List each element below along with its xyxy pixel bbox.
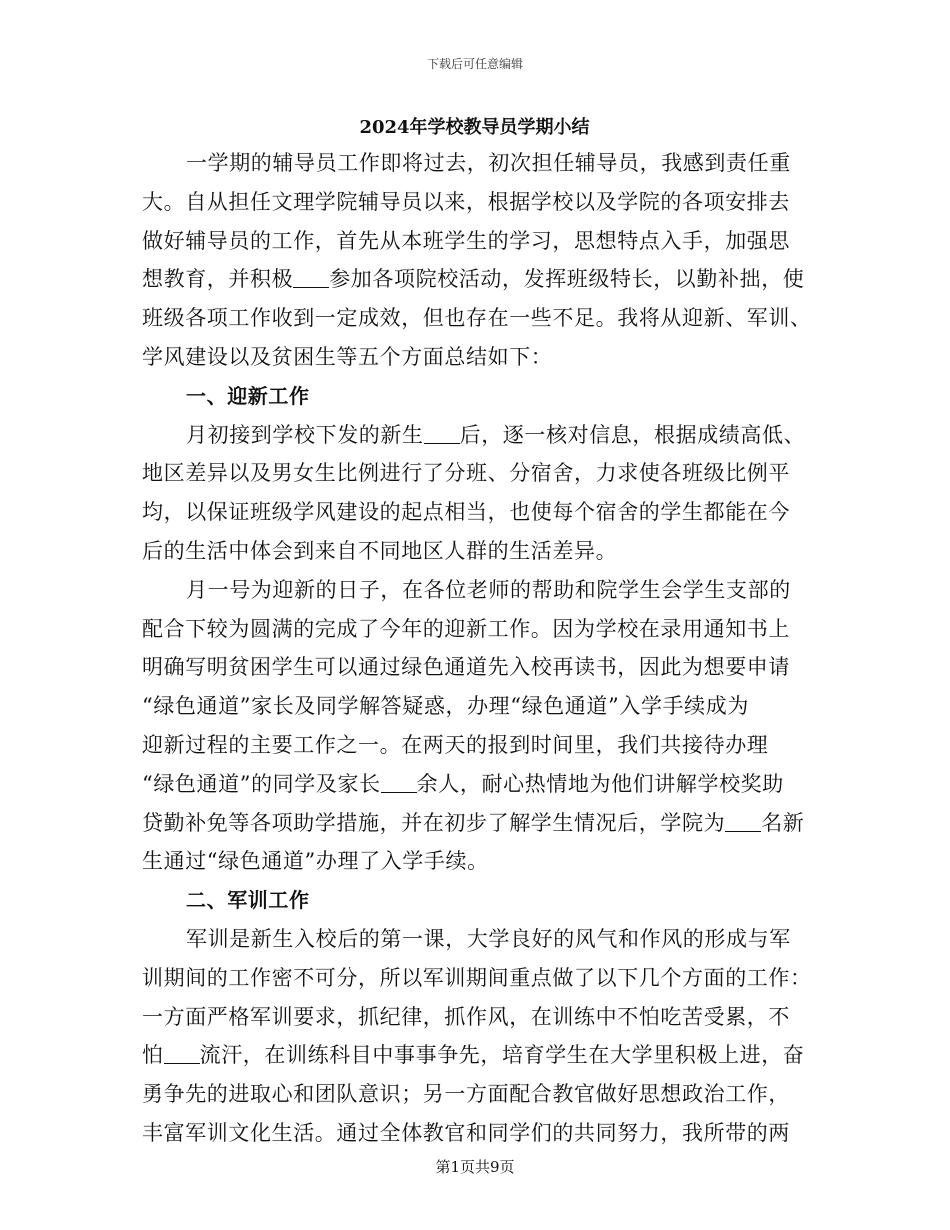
section-heading: [142, 881, 807, 920]
text-line: [142, 493, 807, 532]
text-line: [142, 920, 807, 959]
text-segment: 配合下较为圆满的完成了今年的迎新工作。因为学校在录用通知书上: [142, 616, 790, 641]
text-line: [142, 765, 807, 804]
text-line: [142, 648, 807, 687]
fill-in-blank: [164, 1041, 200, 1064]
text-line: [142, 299, 812, 338]
text-line: [142, 183, 807, 222]
text-segment: 生通过“绿色通道”办理了入学手续。: [142, 849, 489, 874]
text-segment: 余人，耐心热情地为他们讲解学校奖助: [416, 771, 784, 796]
text-segment: 月初接到学校下发的新生: [186, 422, 424, 447]
text-line: [142, 222, 807, 261]
text-segment: 班级各项工作收到一定成效，但也存在一些不足。我将从迎新、军训、: [142, 306, 812, 331]
text-line: [142, 1075, 807, 1114]
text-segment: “绿色通道”的同学及家长: [142, 771, 381, 796]
text-segment: 贷勤补免等各项助学措施，并在初步了解学生情况后，学院为: [142, 810, 726, 835]
text-line: [142, 1114, 807, 1153]
document-body: [142, 112, 812, 1153]
text-segment: 做好辅导员的工作，首先从本班学生的学习，思想特点入手，加强思: [142, 228, 790, 253]
text-line: [142, 842, 807, 881]
text-line: [142, 532, 807, 571]
text-segment: 丰富军训文化生活。通过全体教官和同学们的共同努力，我所带的两: [142, 1120, 790, 1145]
text-line: [142, 687, 807, 726]
text-segment: 学风建设以及贫困生等五个方面总结如下：: [142, 344, 553, 369]
text-line: [142, 1036, 807, 1075]
fill-in-blank: [293, 265, 329, 288]
text-line: [142, 804, 807, 843]
text-line: [142, 959, 812, 998]
text-segment: 想教育，并积极: [142, 267, 294, 292]
section-heading: [142, 377, 807, 416]
text-line: [142, 998, 807, 1037]
text-segment: 一、迎新工作: [186, 383, 310, 408]
text-segment: 一方面严格军训要求，抓纪律，抓作风，在训练中不怕吃苦受累，不: [142, 1004, 790, 1029]
text-line: [142, 571, 807, 610]
fill-in-blank: [381, 770, 417, 793]
text-line: [142, 416, 807, 455]
fill-in-blank: [424, 421, 460, 444]
text-segment: 流汗，在训练科目中事事争先，培育学生在大学里积极上进，奋: [199, 1043, 805, 1068]
document-title: 2024年学校教导员学期小结: [359, 117, 590, 138]
text-segment: 二、军训工作: [186, 888, 310, 913]
text-segment: 参加各项院校活动，发挥班级特长，以勤补拙，使: [329, 267, 805, 292]
fill-in-blank: [725, 809, 761, 832]
text-segment: 迎新过程的主要工作之一。在两天的报到时间里，我们共接待办理: [142, 732, 769, 757]
text-line: [142, 144, 807, 183]
page-footer: 第1页共9页: [435, 1158, 515, 1176]
text-segment: 训期间的工作密不可分，所以军训期间重点做了以下几个方面的工作：: [142, 965, 812, 990]
text-segment: 月一号为迎新的日子，在各位老师的帮助和院学生会学生支部的: [186, 577, 791, 602]
page-header: 下载后可任意编辑: [426, 57, 523, 71]
text-segment: 一学期的辅导员工作即将过去，初次担任辅导员，我感到责任重: [186, 151, 791, 175]
text-line: [142, 338, 807, 377]
text-segment: 后，逐一核对信息，根据成绩高低、: [459, 422, 806, 447]
text-segment: 勇争先的进取心和团队意识；另一方面配合教官做好思想政治工作，: [142, 1082, 790, 1107]
text-segment: 地区差异以及男女生比例进行了分班、分宿舍，力求使各班级比例平: [142, 461, 790, 486]
text-segment: 均，以保证班级学风建设的起点相当，也使每个宿舍的学生都能在今: [142, 500, 790, 525]
text-line: [142, 260, 807, 299]
document-text: [142, 144, 812, 1153]
text-segment: 军训是新生入校后的第一课，大学良好的风气和作风的形成与军: [186, 926, 791, 951]
text-segment: 后的生活中体会到来自不同地区人群的生活差异。: [142, 538, 618, 563]
text-segment: 怕: [142, 1043, 164, 1068]
text-line: [142, 610, 807, 649]
text-segment: 大。自从担任文理学院辅导员以来，根据学校以及学院的各项安排去: [142, 189, 790, 214]
text-segment: “绿色通道”家长及同学解答疑惑，办理“绿色通道”入学手续成为: [142, 694, 749, 719]
text-line: [142, 726, 807, 765]
text-segment: 名新: [761, 810, 805, 835]
text-line: [142, 454, 807, 493]
text-segment: 明确写明贫困学生可以通过绿色通道先入校再读书，因此为想要申请: [142, 655, 790, 680]
